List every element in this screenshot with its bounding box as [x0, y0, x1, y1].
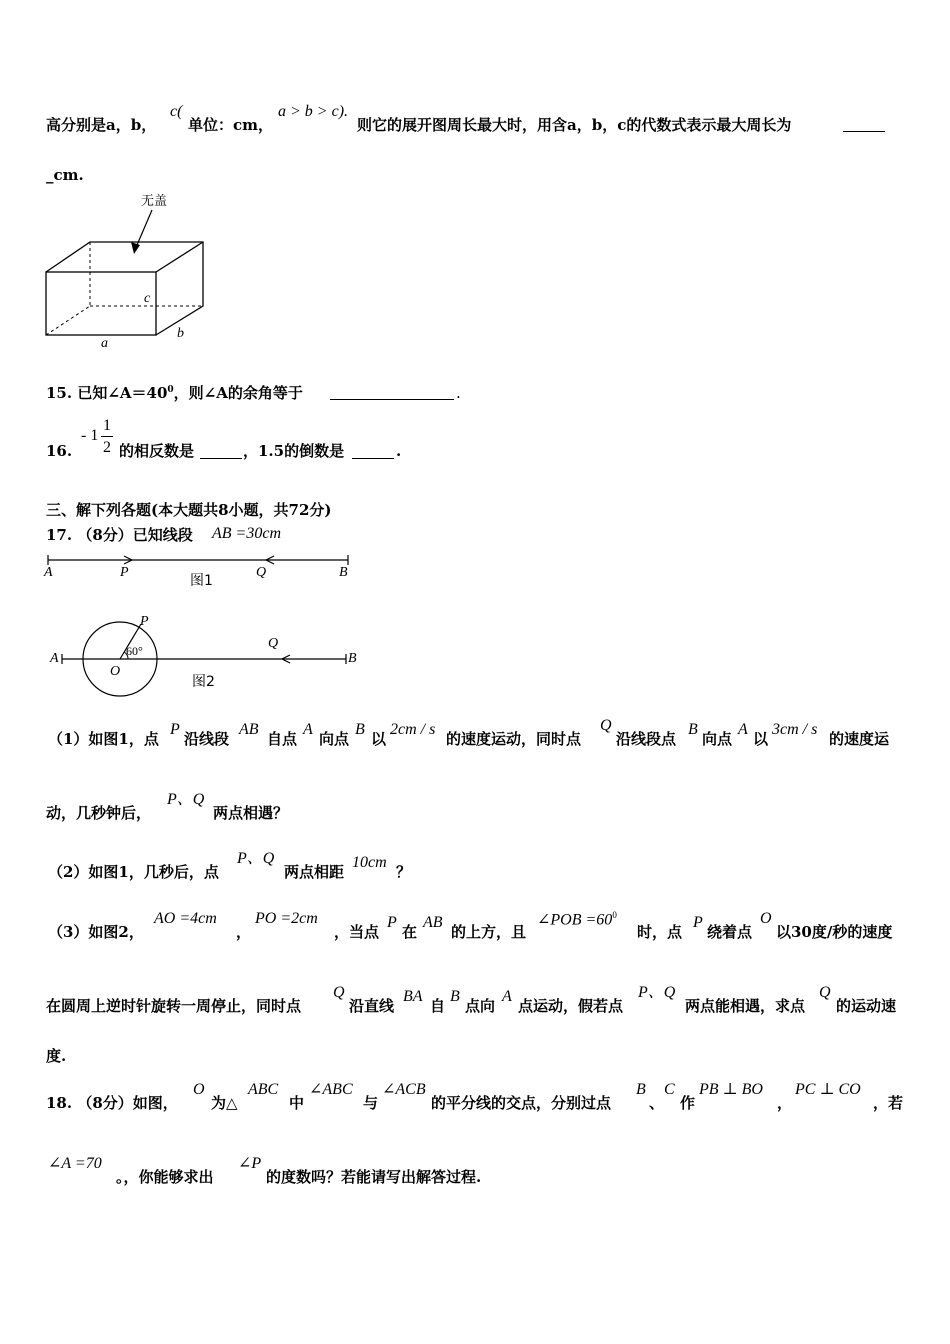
q17-p3-s4: 的上方，且 [451, 923, 527, 941]
q18-s2: 为△ [211, 1094, 238, 1112]
q17-p3-l2-s7: 的运动速 [836, 997, 897, 1015]
box-label-a: a [101, 336, 108, 351]
q18-s6: 、 [649, 1094, 665, 1112]
q17-p1-m9: 3cm / s [772, 721, 818, 738]
q17-p1-s10: 的速度运 [829, 730, 890, 748]
fig1-label-b: B [339, 565, 348, 580]
q18-m1: O [193, 1081, 205, 1098]
q17-p3-l2-m2: BA [403, 988, 423, 1005]
q18-m4: ∠ACB [382, 1081, 426, 1098]
q17-ab-length: AB =30cm [212, 525, 281, 542]
q17-p3-l2-s4: 点向 [465, 997, 496, 1015]
q18-l2-m1: ∠A =70 [48, 1155, 102, 1172]
q18-s3: 中 [289, 1094, 305, 1112]
q16-frac-denominator: 2 [103, 439, 111, 456]
q17-p3-l2-m4: A [502, 988, 512, 1005]
q16-period: . [396, 442, 402, 460]
q14-text-start: 高分别是a，b， [46, 116, 157, 134]
q17-p3-s6: 绕着点 [707, 923, 753, 941]
q18-m7: PB ⊥ BO [699, 1081, 763, 1098]
q15-period: . [456, 384, 461, 402]
box-front-face [46, 272, 156, 335]
q14-text-end: 则它的展开图周长最大时，用含a，b，c的代数式表示最大周长为 [357, 116, 792, 134]
q14-math-order: a > b > c). [278, 103, 349, 120]
q17-p3-l2-m5: P、Q [638, 984, 676, 1001]
q17-p3-s3: 在 [402, 923, 418, 941]
q17-p1-m7: B [688, 721, 698, 738]
q17-p3-line3: 度. [46, 1047, 67, 1065]
q17-p1-m1: P [170, 721, 180, 738]
fig1-caption: 图1 [190, 573, 213, 589]
q17-p1-m8: A [738, 721, 748, 738]
q16-frac-bar [101, 436, 113, 437]
box-label-b: b [177, 326, 184, 341]
q17-p3-m5: ∠POB $=60^0$ [537, 910, 617, 929]
q17-p2-m1: P、Q [237, 850, 275, 867]
q17-p1-m4: B [355, 721, 365, 738]
q17-p3-l2-s3: 自 [430, 997, 446, 1015]
q18-s7: 作 [680, 1094, 696, 1112]
fig2-caption: 图2 [192, 674, 215, 690]
q18-c1: ， [777, 1094, 793, 1112]
q18-l2-m2: ∠P [238, 1155, 262, 1172]
fig2-label-p: P [140, 614, 149, 629]
q18-m3: ∠ABC [309, 1081, 353, 1098]
q17-p1-s6: 的速度运动，同时点 [446, 730, 582, 748]
q17-p2-s2: 两点相距 [284, 863, 345, 881]
q17-p3-m6: P [693, 914, 703, 931]
q17-p1-s3: 自点 [267, 730, 298, 748]
q17-p1-m3: A [303, 721, 313, 738]
q17-p1-m6: Q [600, 717, 612, 734]
fig1-label-p: P [120, 565, 129, 580]
lid-arrow-head [131, 242, 140, 254]
q18-m2: ABC [248, 1081, 279, 1098]
q17-p1-line2-end: 两点相遇？ [213, 804, 289, 822]
q18-s5: 的平分线的交点，分别过点 [431, 1094, 612, 1112]
q16-number: 16. [46, 442, 73, 460]
box-hidden-depth [46, 306, 90, 335]
q17-p3-m3: P [387, 914, 397, 931]
q17-p1-s8: 向点 [702, 730, 733, 748]
box-label-c: c [144, 291, 151, 306]
q17-p1-s2: 沿线段 [184, 730, 230, 748]
q18-l2-s1: 。，你能够求出 [116, 1168, 214, 1186]
fig1-label-a: A [44, 565, 53, 580]
q17-p1-line2-start: 动，几秒钟后， [46, 804, 152, 822]
fig2-label-b: B [348, 651, 357, 666]
q16-frac-numerator: 1 [103, 417, 111, 434]
q17-p1-line2-math: P、Q [167, 791, 205, 808]
q18-s4: 与 [363, 1094, 379, 1112]
q17-p3-l2-s5: 点运动，假若点 [518, 997, 624, 1015]
q16-blank-1 [200, 458, 242, 459]
q18-m5: B [636, 1081, 646, 1098]
fig2-label-q: Q [268, 636, 279, 651]
fig2-label-o: O [110, 664, 121, 679]
q16-blank-2 [352, 458, 394, 459]
q14-line2: _cm. [46, 166, 84, 184]
q17-p3-m4: AB [423, 914, 443, 931]
q16-mixed-whole: - 1 [81, 427, 99, 444]
q17-p3-l2-s1: 在圆周上逆时针旋转一周停止，同时点 [46, 997, 302, 1015]
q17-p3-m1: AO =4cm [154, 910, 217, 927]
q17-p3-m2: PO =2cm [255, 910, 318, 927]
q17-p3-s2: ，当点 [334, 923, 380, 941]
q17-p3-l2-s6: 两点能相遇，求点 [685, 997, 806, 1015]
q18-l2-s2: 的度数吗？若能请写出解答过程. [266, 1168, 482, 1186]
q17-p1-s5: 以 [371, 730, 387, 748]
q18-m8: PC ⊥ CO [795, 1081, 861, 1098]
fig1-label-q: Q [256, 565, 267, 580]
q18-m6: C [664, 1081, 675, 1098]
q17-p3-s5: 时，点 [637, 923, 683, 941]
q14-unit: 单位：cm， [188, 116, 274, 134]
q17-p1-s4: 向点 [319, 730, 350, 748]
q18-s1: 18. （8分）如图， [46, 1094, 178, 1112]
q17-p2-s3: ？ [396, 863, 412, 881]
q17-p1-s7: 沿线段点 [616, 730, 677, 748]
q17-p3-l2-m1: Q [333, 984, 345, 1001]
box-top-right-edge [156, 242, 203, 272]
q17-p3-l2-m3: B [450, 988, 460, 1005]
q17-p2-s1: （2）如图1，几秒后，点 [48, 863, 219, 881]
q16-text1: 的相反数是 [119, 442, 195, 460]
q18-s8: ，若 [873, 1094, 904, 1112]
fig2-label-a: A [50, 651, 59, 666]
fig2-angle-label: 60° [126, 644, 143, 658]
q17-p3-s1: （3）如图2， [48, 923, 144, 941]
figure1-segment [44, 552, 364, 572]
q17-p3-l2-s2: 沿直线 [349, 997, 395, 1015]
q17-p3-s7: 以30度/秒的速度 [776, 923, 893, 941]
box-back-edges [46, 242, 203, 335]
open-box-figure [40, 190, 230, 350]
section3-title: 三、解下列各题(本大题共8小题，共72分) [46, 501, 332, 519]
q17-p2-m2: 10cm [352, 854, 387, 871]
q17-p3-c1: ， [236, 923, 252, 941]
q17-intro: 17. （8分）已知线段 [46, 526, 193, 544]
q17-p1-s9: 以 [753, 730, 769, 748]
q16-text2: ，1.5的倒数是 [243, 442, 345, 460]
q17-p1-m5: 2cm / s [390, 721, 436, 738]
q14-answer-blank [843, 131, 885, 132]
q17-p1-m2: AB [239, 721, 259, 738]
q15-text-start: 15. 已知$\angle A=40^0$，则∠A的余角等于 [46, 384, 303, 402]
q17-p3-m7: O [760, 910, 772, 927]
q15-answer-blank [330, 399, 454, 400]
q17-p1-s1: （1）如图1，点 [48, 730, 159, 748]
q14-math-c: c( [170, 103, 183, 120]
q17-p3-l2-m6: Q [819, 984, 831, 1001]
box-lid-label: 无盖 [141, 194, 168, 209]
